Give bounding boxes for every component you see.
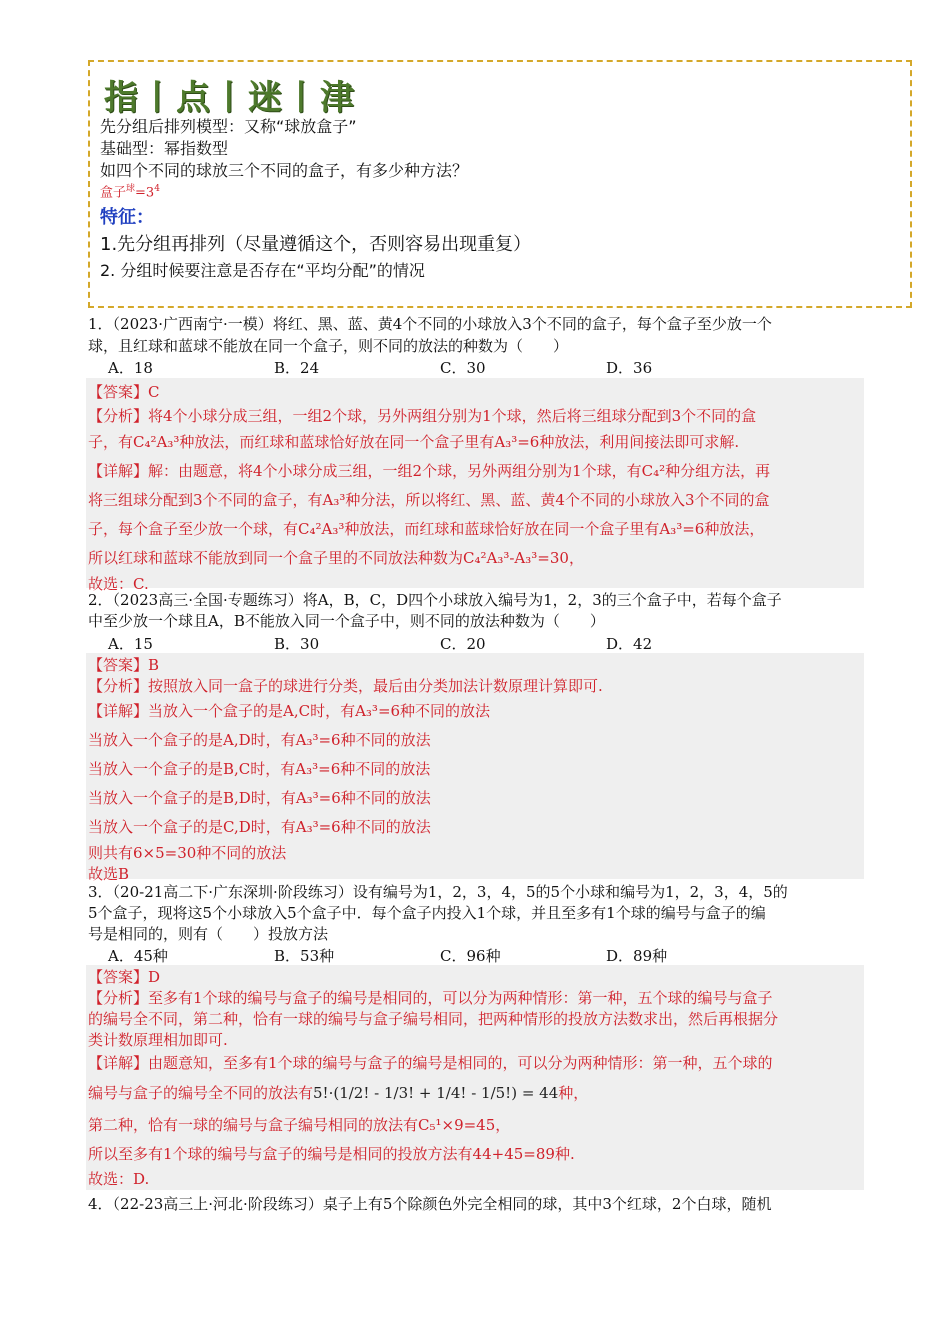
q2-line2: 中至少放一个球且A，B不能放入同一个盒子中，则不同的放法种数为（ ） (88, 612, 605, 630)
formula: 盒子$^球=3^4$ (100, 184, 160, 201)
q3-detail-4: 所以至多有1个球的编号与盒子的编号是相同的投放方法有44+45=89种. (88, 1145, 575, 1163)
q2-analysis: 【分析】按照放入同一盒子的球进行分类，最后由分类加法计数原理计算即可. (88, 677, 603, 695)
q1-conclusion: 故选：C. (88, 575, 149, 593)
q1-analysis-1: 【分析】将4个小球分成三组，一组2个球，另外两组分别为1个球，然后将三组球分配到3个不同的盒 (88, 407, 757, 425)
q2-conclusion: 故选B (88, 865, 130, 883)
q3-conclusion: 故选：D. (88, 1170, 150, 1188)
q3-line1: 3．（20-21高二下·广东深圳·阶段练习）设有编号为1，2，3，4，5的5个小球和编号为1，2，3，4，5的 (88, 883, 788, 901)
q3-option-d: D．89种 (606, 947, 668, 965)
q3-options (108, 945, 772, 966)
q2-detail-5: 当放入一个盒子的是C,D时，有A₃³=6种不同的放法 (88, 818, 431, 836)
q1-analysis-2: 子，有C₄²A₃³种放法，而红球和蓝球恰好放在同一个盒子里有A₃³=6种放法，利用间接法即可求解. (88, 433, 740, 451)
q3-line2: 5个盒子，现将这5个小球放入5个盒子中．每个盒子内投入1个球，并且至多有1个球的编号与盒子的编 (88, 904, 766, 922)
q1-line2: 球，且红球和蓝球不能放在同一个盒子，则不同的放法的种数为（ ） (88, 337, 569, 355)
q2-answer: 【答案】B (88, 656, 160, 674)
q4-line1: 4．（22-23高三上·河北·阶段练习）桌子上有5个除颜色外完全相同的球，其中3个红球，2个白球，随机 (88, 1195, 772, 1213)
q3-analysis-1: 【分析】至多有1个球的编号与盒子的编号是相同的，可以分为两种情形：第一种，五个球的编号与盒子 (88, 989, 773, 1007)
tip-banner: 指丨点丨迷丨津 (104, 78, 356, 118)
basic-type: 基础型：幂指数型 (100, 139, 229, 158)
q1-option-b: B．24 (274, 359, 320, 377)
q2-detail-1: 【详解】当放入一个盒子的是A,C时，有A₃³=6种不同的放法 (88, 702, 491, 720)
q3-option-b: B．53种 (274, 947, 335, 965)
q3-line3: 号是相同的，则有（ ）投放方法 (88, 925, 329, 943)
q2-option-a: A．15 (108, 635, 153, 653)
q1-option-a: A．18 (108, 359, 153, 377)
q2-options (108, 633, 772, 654)
q1-detail-3: 子，每个盒子至少放一个球，有C₄²A₃³种放法，而红球和蓝球恰好放在同一个盒子里有A₃³=6种放法， (88, 520, 765, 538)
q2-detail-4: 当放入一个盒子的是B,D时，有A₃³=6种不同的放法 (88, 789, 431, 807)
q2-detail-2: 当放入一个盒子的是A,D时，有A₃³=6种不同的放法 (88, 731, 431, 749)
q3-analysis-2: 的编号全不同，第二种，恰有一球的编号与盒子编号相同，把两种情形的投放方法数求出，然后再根据分 (88, 1010, 779, 1028)
q3-detail-3: 第二种，恰有一球的编号与盒子编号相同的放法有C₅¹×9=45， (88, 1116, 511, 1134)
q2-detail-3: 当放入一个盒子的是B,C时，有A₃³=6种不同的放法 (88, 760, 431, 778)
q3-detail-1: 【详解】由题意知，至多有1个球的编号与盒子的编号是相同的，可以分为两种情形：第一种，五个球的 (88, 1054, 773, 1072)
q2-total: 则共有6×5=30种不同的放法 (88, 844, 287, 862)
q1-option-d: D．36 (606, 359, 653, 377)
q3-answer-block (86, 965, 864, 1190)
q2-option-c: C．20 (440, 635, 486, 653)
q3-derangement-formula: 5!·(1/2! - 1/3! + 1/4! - 1/5!) = 44 (313, 1084, 559, 1102)
feature-2: 2. 分组时候要注意是否存在“平均分配”的情况 (100, 261, 425, 280)
q3-analysis-3: 类计数原理相加即可. (88, 1031, 228, 1049)
q1-answer: 【答案】C (88, 383, 160, 401)
q1-options (108, 357, 772, 378)
q1-detail-4: 所以红球和蓝球不能放到同一个盒子里的不同放法种数为C₄²A₃³-A₃³=30， (88, 549, 584, 567)
q1-answer-block (86, 378, 864, 593)
q3-option-a: A．45种 (108, 947, 168, 965)
q2-answer-block (86, 653, 864, 883)
q2-option-b: B．30 (274, 635, 320, 653)
q3-detail-2: 编号与盒子的编号全不同的放法有5!·(1/2! - 1/3! + 1/4! - 1/5!) = 44种， (88, 1084, 589, 1102)
q2-option-d: D．42 (606, 635, 653, 653)
example-question: 如四个不同的球放三个不同的盒子，有多少种方法？ (100, 161, 469, 180)
q3-option-c: C．96种 (440, 947, 501, 965)
feature-heading: 特征： (100, 207, 154, 228)
q2-line1: 2．（2023高三·全国·专题练习）将A，B，C，D四个小球放入编号为1，2，3的三个盒子中，若每个盒子 (88, 591, 782, 609)
q1-line1: 1．（2023·广西南宁·一模）将红、黑、蓝、黄4个不同的小球放入3个不同的盒子，每个盒子至少放一个 (88, 315, 772, 333)
q1-detail-2: 将三组球分配到3个不同的盒子，有A₃³种分法，所以将红、黑、蓝、黄4个不同的小球放入3个不同的盒 (88, 491, 770, 509)
q1-option-c: C．30 (440, 359, 486, 377)
feature-1: 1.先分组再排列（尽量遵循这个，否则容易出现重复） (100, 234, 532, 255)
model-title: 先分组后排列模型：又称“球放盒子” (100, 117, 357, 136)
q3-answer: 【答案】D (88, 968, 161, 986)
q1-detail-1: 【详解】解：由题意，将4个小球分成三组，一组2个球，另外两组分别为1个球，有C₄²种分组方法，再 (88, 462, 771, 480)
